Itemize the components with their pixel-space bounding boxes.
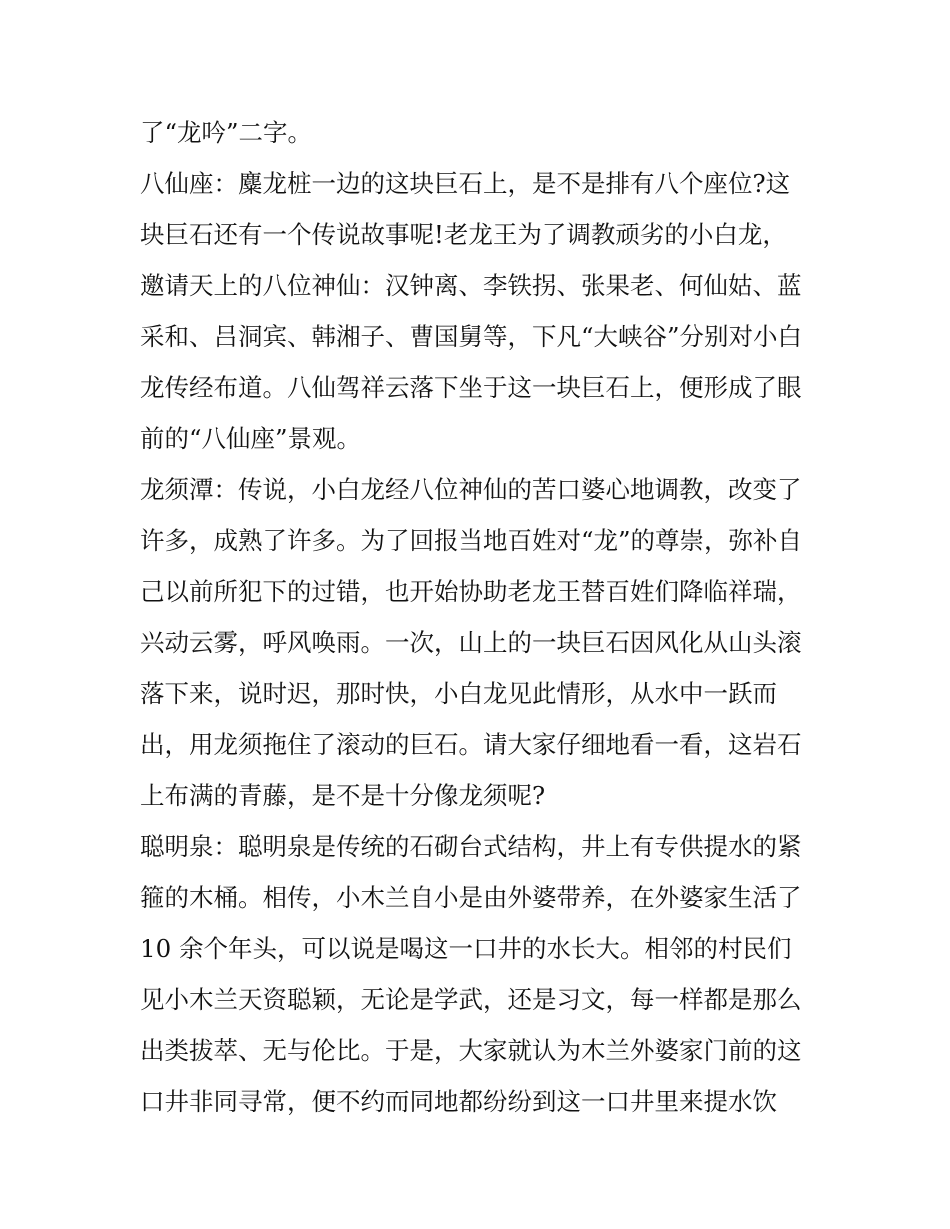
text-line: 己以前所犯下的过错，也开始协助老龙王替百姓们降临祥瑞， [140, 577, 802, 606]
text-line: 出，用龙须拖住了滚动的巨石。请大家仔细地看一看，这岩石 [140, 730, 802, 759]
document-body [140, 107, 820, 1127]
text-line: 块巨石还有一个传说故事呢!老龙王为了调教顽劣的小白龙， [140, 220, 787, 249]
text-line: 采和、吕洞宾、韩湘子、曹国舅等，下凡“大峡谷”分别对小白 [140, 322, 803, 351]
text-line: 前的“八仙座”景观。 [140, 424, 362, 453]
text-line: 聪明泉：聪明泉是传统的石砌台式结构，井上有专供提水的紧 [140, 832, 802, 861]
text-line: 八仙座：麋龙桩一边的这块巨石上，是不是排有八个座位?这 [140, 169, 791, 198]
text-line: 龙传经布道。八仙驾祥云落下坐于这一块巨石上，便形成了眼 [140, 373, 802, 402]
text-line: 见小木兰天资聪颖，无论是学武，还是习文，每一样都是那么 [140, 985, 802, 1014]
text-line: 邀请天上的八位神仙：汉钟离、李铁拐、张果老、何仙姑、蓝 [140, 271, 802, 300]
text-line: 箍的木桶。相传，小木兰自小是由外婆带养，在外婆家生活了 [140, 883, 802, 912]
text-line: 许多，成熟了许多。为了回报当地百姓对“龙”的尊崇，弥补自 [140, 526, 803, 555]
text-line: 落下来，说时迟，那时快，小白龙见此情形，从水中一跃而 [140, 679, 777, 708]
text-line: 兴动云雾，呼风唤雨。一次，山上的一块巨石因风化从山头滚 [140, 628, 802, 657]
text-line: 了“龙吟”二字。 [140, 118, 313, 147]
text-line: 10 余个年头，可以说是喝这一口井的水长大。相邻的村民们 [140, 934, 792, 963]
text-line: 龙须潭：传说，小白龙经八位神仙的苦口婆心地调教，改变了 [140, 475, 802, 504]
text-line: 口井非同寻常，便不约而同地都纷纷到这一口井里来提水饮 [140, 1087, 777, 1116]
text-line: 出类拔萃、无与伦比。于是，大家就认为木兰外婆家门前的这 [140, 1036, 802, 1065]
text-line: 上布满的青藤，是不是十分像龙须呢? [140, 781, 546, 810]
